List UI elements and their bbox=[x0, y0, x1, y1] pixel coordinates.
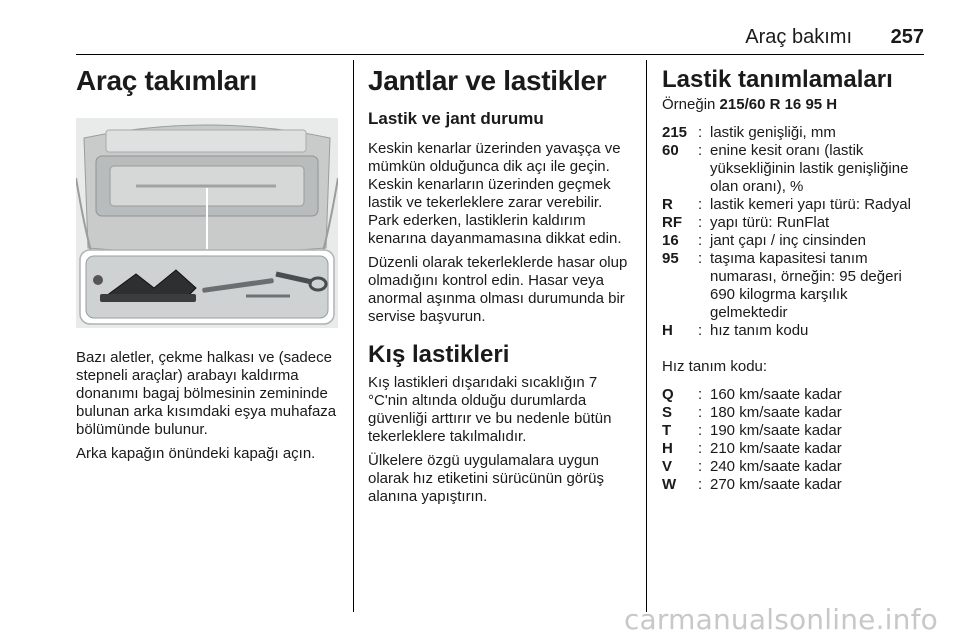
speed-limit: 240 km/saate kadar bbox=[710, 458, 842, 475]
speed-code: T bbox=[662, 422, 672, 439]
speed-code: W bbox=[662, 476, 677, 493]
subheading-tyre-condition: Lastik ve jant durumu bbox=[368, 109, 544, 128]
list-item: H : 210 km/saate kadar bbox=[662, 440, 924, 458]
list-item: R : lastik kemeri yapı türü: Radyal bbox=[662, 196, 924, 214]
designation-term: RF bbox=[662, 214, 682, 231]
designation-desc: taşıma kapasitesi tanım numarası, örneğin: 95 değeri 690 kilogrma karşılık gelmektedir bbox=[710, 250, 902, 321]
speed-code: H bbox=[662, 440, 673, 457]
column-divider-2 bbox=[646, 60, 647, 612]
speed-limit: 210 km/saate kadar bbox=[710, 440, 842, 457]
list-item: 16 : jant çapı / inç cinsinden bbox=[662, 232, 924, 250]
designation-desc: lastik genişliği, mm bbox=[710, 124, 836, 141]
speed-code-label: Hız tanım kodu: bbox=[662, 358, 768, 375]
winter-tyres-paragraph-2: Ülkelere özgü uygulamalara uygun olarak hız etiketini sürücünün görüş alanına yapıştırın. bbox=[368, 452, 604, 505]
list-item: 215 : lastik genişliği, mm bbox=[662, 124, 924, 142]
speed-limit: 270 km/saate kadar bbox=[710, 476, 842, 493]
speed-code-list bbox=[662, 386, 924, 494]
tools-instruction: Arka kapağın önündeki kapağı açın. bbox=[76, 445, 316, 462]
list-item: V : 240 km/saate kadar bbox=[662, 458, 924, 476]
tool-kit-illustration bbox=[76, 118, 338, 328]
designation-term: 215 bbox=[662, 124, 688, 141]
tyre-condition-paragraph-2: Düzenli olarak tekerleklerde hasar olup olmadığını kontrol edin. Hasar veya anormal aşınma olması durumunda bir servise başvurun. bbox=[368, 254, 628, 325]
section-title: Araç bakımı bbox=[745, 26, 852, 48]
designation-term: 16 bbox=[662, 232, 679, 249]
list-item: W : 270 km/saate kadar bbox=[662, 476, 924, 494]
column-divider-1 bbox=[353, 60, 354, 612]
column-wheels-tyres bbox=[368, 60, 630, 506]
designation-desc: lastik kemeri yapı türü: Radyal bbox=[710, 196, 911, 213]
example-code: 215/60 R 16 95 H bbox=[719, 96, 838, 113]
designation-desc: hız tanım kodu bbox=[710, 322, 809, 339]
designation-desc: enine kesit oranı (lastik yüksekliğinin lastik genişliğine olan oranı), % bbox=[710, 142, 909, 195]
list-item: H : hız tanım kodu bbox=[662, 322, 924, 340]
column-vehicle-tools bbox=[76, 60, 338, 463]
speed-code: Q bbox=[662, 386, 674, 403]
designation-term: H bbox=[662, 322, 673, 339]
tyre-condition-paragraph-1: Keskin kenarlar üzerinden yavaşça ve mümkün olduğunca dik açı ile geçin. Keskin kenarların üzerinden geçmek lastik ve tekerleklere zarar verebilir. Park ederken, lastiklerin kaldırım kenarına dayanmamasına dikkat edin. bbox=[368, 140, 622, 247]
designation-example bbox=[662, 96, 924, 114]
speed-limit: 160 km/saate kadar bbox=[710, 386, 842, 403]
list-item: 95 : taşıma kapasitesi tanım numarası, örneğin: 95 değeri 690 kilogrma karşılık gelmektedir bbox=[662, 250, 924, 322]
page-number: 257 bbox=[890, 26, 924, 48]
list-item: RF : yapı türü: RunFlat bbox=[662, 214, 924, 232]
speed-code: V bbox=[662, 458, 673, 475]
designation-desc: yapı türü: RunFlat bbox=[710, 214, 830, 231]
winter-tyres-paragraph-1: Kış lastikleri dışarıdaki sıcaklığın 7 °C'nin altında olduğu durumlarda güvenliği arttırır ve bu nedenle bütün tekerleklere takılmalıdır. bbox=[368, 374, 612, 445]
designation-term: 95 bbox=[662, 250, 679, 267]
watermark-text: carmanualsonline.info bbox=[623, 603, 938, 636]
column-tyre-designations bbox=[662, 60, 924, 494]
heading-tyre-designations: Lastik tanımlamaları bbox=[662, 66, 893, 93]
speed-code: S bbox=[662, 404, 673, 421]
heading-wheels-tyres: Jantlar ve lastikler bbox=[368, 65, 607, 96]
heading-winter-tyres: Kış lastikleri bbox=[368, 341, 510, 368]
designation-term: R bbox=[662, 196, 673, 213]
designation-desc: jant çapı / inç cinsinden bbox=[710, 232, 866, 249]
example-prefix: Örneğin bbox=[662, 96, 720, 113]
list-item: Q : 160 km/saate kadar bbox=[662, 386, 924, 404]
list-item: S : 180 km/saate kadar bbox=[662, 404, 924, 422]
speed-limit: 180 km/saate kadar bbox=[710, 404, 842, 421]
list-item: T : 190 km/saate kadar bbox=[662, 422, 924, 440]
tools-description: Bazı aletler, çekme halkası ve (sadece stepneli araçlar) arabayı kaldırma donanımı bagaj bölmesinin zemininde bulunan arka kısımdaki eşya muhafaza bölümünde bulunur. bbox=[76, 349, 337, 438]
designation-term: 60 bbox=[662, 142, 679, 159]
list-item: 60 : enine kesit oranı (lastik yüksekliğinin lastik genişliğine olan oranı), % bbox=[662, 142, 924, 196]
speed-limit: 190 km/saate kadar bbox=[710, 422, 842, 439]
designation-list bbox=[662, 124, 924, 340]
heading-vehicle-tools: Araç takımları bbox=[76, 65, 258, 96]
page-header bbox=[76, 26, 924, 55]
